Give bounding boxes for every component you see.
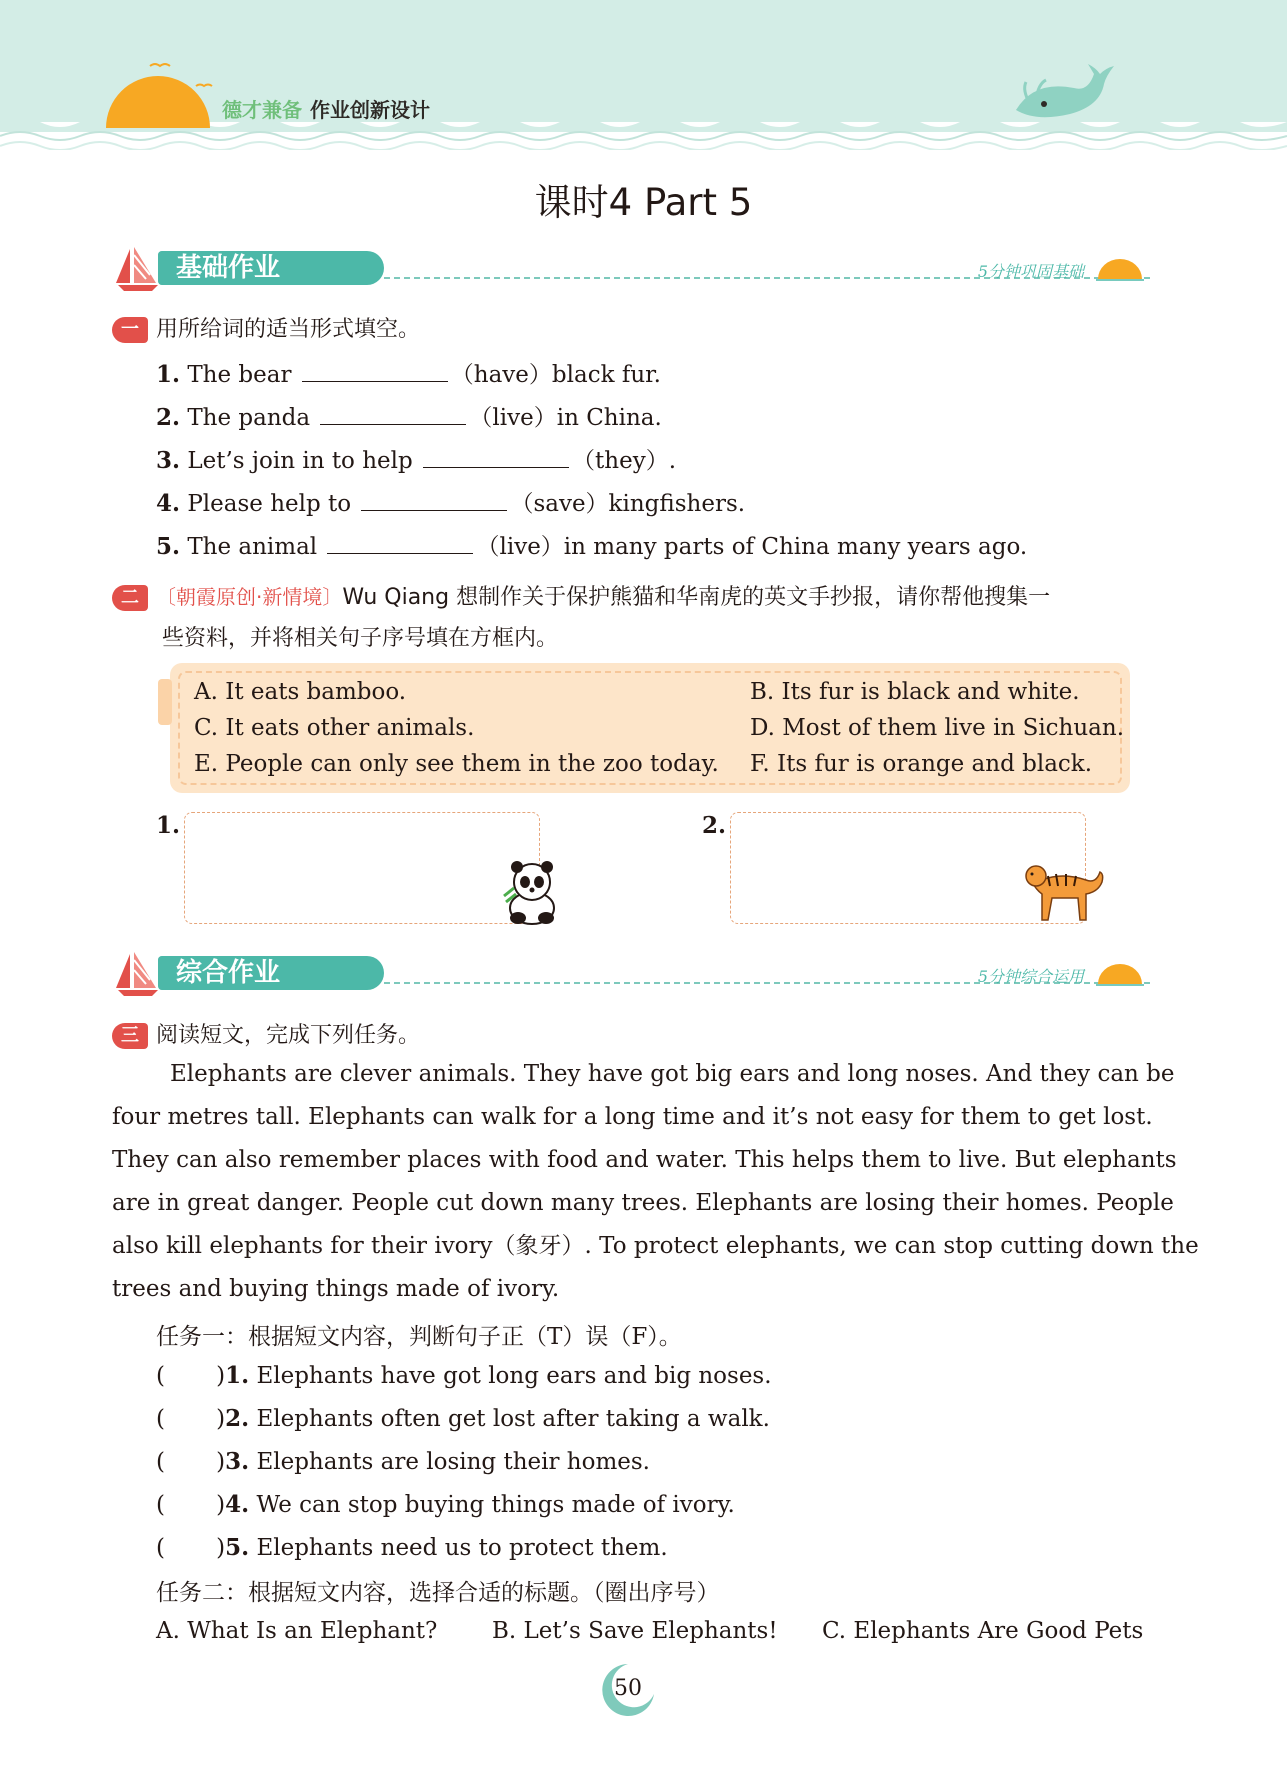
section-label: 综合作业 <box>158 956 384 990</box>
question-3-header <box>112 1018 420 1049</box>
tf-item-3 <box>156 1448 650 1475</box>
answer-blank[interactable] <box>302 359 448 382</box>
brand-green: 德才兼备 <box>222 98 302 122</box>
item-number: 2. <box>156 404 181 431</box>
passage-line-1: Elephants are clever animals. They have got big ears and long noses. And they can be <box>170 1061 1175 1087</box>
answer-paren[interactable]: ( ) <box>156 1492 226 1518</box>
question-2-instruction-cont: 些资料，并将相关句子序号填在方框内。 <box>162 626 559 651</box>
brand-dark: 作业创新设计 <box>310 98 430 122</box>
fill-item-3 <box>156 442 676 475</box>
sun-icon <box>1096 962 1144 986</box>
fill-item-2 <box>156 399 662 432</box>
item-text: Please help to <box>187 491 352 517</box>
tf-item-4 <box>156 1491 735 1518</box>
box-tab <box>158 679 172 725</box>
panda-icon <box>500 858 562 926</box>
answer-blank[interactable] <box>327 531 473 554</box>
item-number: 1. <box>225 1362 250 1389</box>
sun-icon <box>1096 257 1144 281</box>
item-hint: （live）in China. <box>469 405 662 431</box>
item-number: 5. <box>225 1534 250 1561</box>
item-text: We can stop buying things made of ivory. <box>256 1492 735 1518</box>
header-banner <box>0 0 1287 150</box>
option-f: F. Its fur is orange and black. <box>750 751 1093 777</box>
box-number: 1. <box>156 812 181 839</box>
option-a: A. It eats bamboo. <box>194 679 407 705</box>
tf-item-2 <box>156 1405 770 1432</box>
fill-item-1 <box>156 356 661 389</box>
section-bar-comprehensive <box>110 950 1150 1000</box>
passage-line-3: They can also remember places with food and water. This helps them to live. But elephants <box>112 1147 1177 1173</box>
choice-a[interactable]: A. What Is an Elephant? <box>156 1618 438 1644</box>
question-2-header <box>112 580 1050 611</box>
task-1-instruction: 任务一：根据短文内容，判断句子正（T）误（F）。 <box>156 1324 682 1350</box>
passage-line-5: also kill elephants for their ivory（象牙）. To protect elephants, we can stop cutting down the <box>112 1233 1199 1259</box>
answer-paren[interactable]: ( ) <box>156 1363 226 1389</box>
question-number: 一 <box>112 317 148 343</box>
question-instruction: Wu Qiang 想制作关于保护熊猫和华南虎的英文手抄报，请你帮他搜集一 <box>342 585 1051 610</box>
item-number: 4. <box>156 490 181 517</box>
item-text: The animal <box>187 534 318 560</box>
item-text: Elephants are losing their homes. <box>256 1449 650 1475</box>
task-2-instruction: 任务二：根据短文内容，选择合适的标题。（圈出序号） <box>156 1580 720 1606</box>
item-text: Elephants need us to protect them. <box>256 1535 668 1561</box>
choice-c[interactable]: C. Elephants Are Good Pets <box>822 1618 1144 1644</box>
question-1-header <box>112 312 420 343</box>
box-label-2 <box>702 812 726 839</box>
option-e: E. People can only see them in the zoo today. <box>194 751 719 777</box>
section-subtitle: 5分钟综合运用 <box>977 967 1084 986</box>
question-number: 二 <box>112 585 148 611</box>
tf-item-5 <box>156 1534 668 1561</box>
question-tag: 〔朝霞原创·新情境〕 <box>156 585 343 609</box>
box-number: 2. <box>702 812 727 839</box>
choice-b[interactable]: B. Let’s Save Elephants! <box>492 1618 778 1644</box>
tf-item-1 <box>156 1362 772 1389</box>
question-instruction: 阅读短文，完成下列任务。 <box>156 1023 421 1048</box>
answer-box-panda[interactable] <box>184 812 540 924</box>
tiger-icon <box>1022 862 1110 922</box>
question-number: 三 <box>112 1023 148 1049</box>
option-c: C. It eats other animals. <box>194 715 475 741</box>
section-bar-basic <box>110 245 1150 295</box>
item-text: Let’s join in to help <box>187 448 413 474</box>
page-number: 50 <box>614 1676 642 1701</box>
item-hint: （they）. <box>572 448 677 474</box>
item-number: 4. <box>225 1491 250 1518</box>
option-d: D. Most of them live in Sichuan. <box>750 715 1125 741</box>
item-number: 3. <box>156 447 181 474</box>
passage-line-6: trees and buying things made of ivory. <box>112 1276 560 1302</box>
question-instruction: 用所给词的适当形式填空。 <box>156 317 421 342</box>
section-subtitle: 5分钟巩固基础 <box>977 262 1084 281</box>
item-text: Elephants often get lost after taking a walk. <box>256 1406 770 1432</box>
page-title: 课时4 Part 5 <box>534 181 753 224</box>
fill-item-5 <box>156 528 1027 561</box>
passage-line-4: are in great danger. People cut down many trees. Elephants are losing their homes. People <box>112 1190 1174 1216</box>
option-b: B. Its fur is black and white. <box>750 679 1080 705</box>
answer-paren[interactable]: ( ) <box>156 1449 226 1475</box>
item-number: 5. <box>156 533 181 560</box>
item-text: The bear <box>187 362 292 388</box>
box-label-1 <box>156 812 180 839</box>
item-number: 1. <box>156 361 181 388</box>
brand-title <box>222 94 430 123</box>
answer-paren[interactable]: ( ) <box>156 1406 226 1432</box>
page-number-badge <box>598 1660 658 1720</box>
answer-paren[interactable]: ( ) <box>156 1535 226 1561</box>
item-text: The panda <box>187 405 311 431</box>
item-number: 3. <box>225 1448 250 1475</box>
item-text: Elephants have got long ears and big noses. <box>256 1363 772 1389</box>
answer-blank[interactable] <box>361 488 507 511</box>
item-hint: （save）kingfishers. <box>510 491 746 517</box>
item-number: 2. <box>225 1405 250 1432</box>
sailboat-icon <box>110 950 162 996</box>
answer-blank[interactable] <box>423 445 569 468</box>
answer-blank[interactable] <box>320 402 466 425</box>
section-label: 基础作业 <box>158 251 384 285</box>
item-hint: （have）black fur. <box>450 362 661 388</box>
item-hint: （live）in many parts of China many years ago. <box>476 534 1028 560</box>
passage-line-2: four metres tall. Elephants can walk for a long time and it’s not easy for them to get lost. <box>112 1104 1153 1130</box>
fill-item-4 <box>156 485 745 518</box>
sailboat-icon <box>110 245 162 291</box>
